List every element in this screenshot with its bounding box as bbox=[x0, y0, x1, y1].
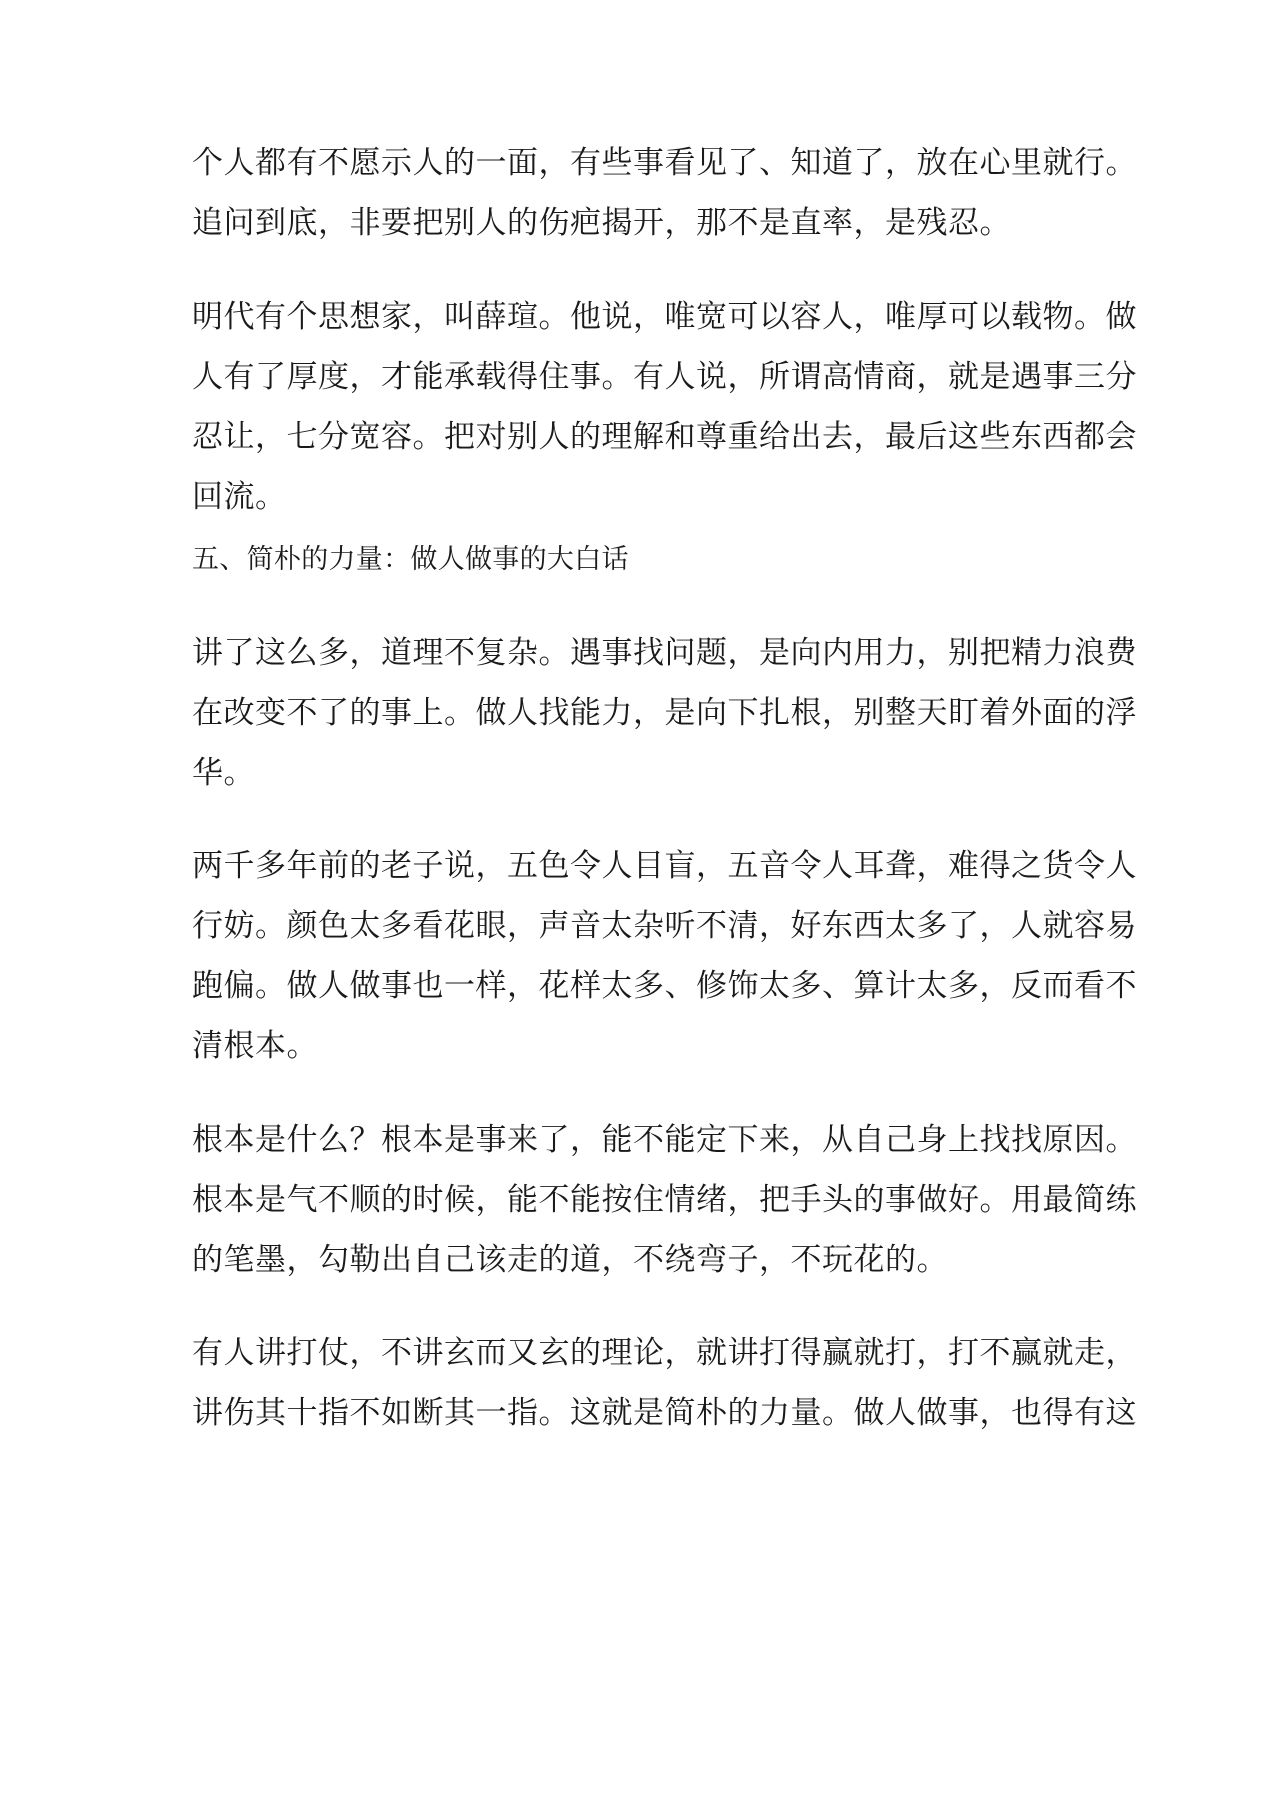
paragraph-4-line-3: 跑偏。做人做事也一样，花样太多、修饰太多、算计太多，反而看不 bbox=[192, 968, 1137, 1004]
paragraph-4-line-4: 清根本。 bbox=[192, 1028, 318, 1064]
paragraph-5-line-2: 根本是气不顺的时候，能不能按住情绪，把手头的事做好。用最简练 bbox=[192, 1182, 1137, 1218]
paragraph-1-line-2: 追问到底，非要把别人的伤疤揭开，那不是直率，是残忍。 bbox=[192, 205, 1011, 241]
paragraph-4-line-1: 两千多年前的老子说，五色令人目盲，五音令人耳聋，难得之货令人 bbox=[192, 848, 1137, 884]
paragraph-3-line-2: 在改变不了的事上。做人找能力，是向下扎根，别整天盯着外面的浮 bbox=[192, 695, 1137, 731]
paragraph-2-line-2: 人有了厚度，才能承载得住事。有人说，所谓高情商，就是遇事三分 bbox=[192, 359, 1137, 395]
paragraph-2-line-4: 回流。 bbox=[192, 479, 287, 515]
paragraph-4-line-2: 行妨。颜色太多看花眼，声音太杂听不清，好东西太多了，人就容易 bbox=[192, 908, 1137, 944]
section-heading: 五、简朴的力量：做人做事的大白话 bbox=[192, 544, 629, 575]
paragraph-1-line-1: 个人都有不愿示人的一面，有些事看见了、知道了，放在心里就行。 bbox=[192, 145, 1137, 181]
paragraph-5-line-3: 的笔墨，勾勒出自己该走的道，不绕弯子，不玩花的。 bbox=[192, 1242, 948, 1278]
paragraph-3-line-3: 华。 bbox=[192, 755, 255, 791]
paragraph-3-line-1: 讲了这么多，道理不复杂。遇事找问题，是向内用力，别把精力浪费 bbox=[192, 635, 1137, 671]
paragraph-2-line-1: 明代有个思想家，叫薛瑄。他说，唯宽可以容人，唯厚可以载物。做 bbox=[192, 299, 1137, 335]
paragraph-6-line-2: 讲伤其十指不如断其一指。这就是简朴的力量。做人做事，也得有这 bbox=[192, 1395, 1137, 1431]
paragraph-5-line-1: 根本是什么？根本是事来了，能不能定下来，从自己身上找找原因。 bbox=[192, 1122, 1137, 1158]
paragraph-6-line-1: 有人讲打仗，不讲玄而又玄的理论，就讲打得赢就打，打不赢就走， bbox=[192, 1335, 1137, 1371]
paragraph-2-line-3: 忍让，七分宽容。把对别人的理解和尊重给出去，最后这些东西都会 bbox=[192, 419, 1137, 455]
